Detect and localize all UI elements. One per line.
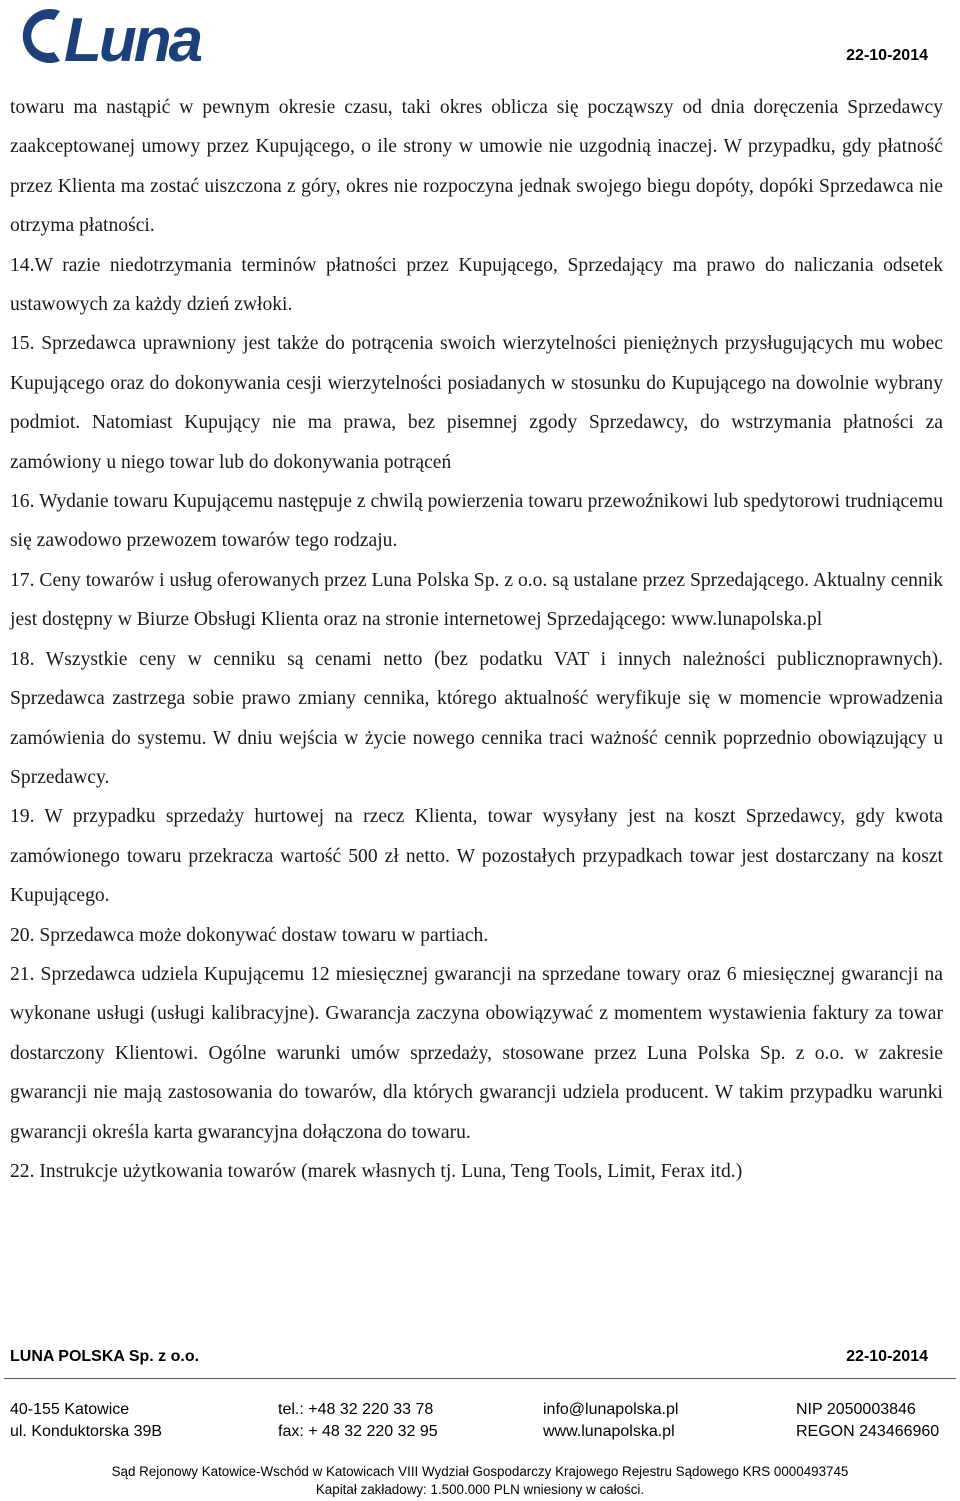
regon-number: REGON 243466960 [796, 1423, 940, 1440]
fax-number: fax: + 48 32 220 32 95 [278, 1423, 438, 1440]
paragraph-15: 15. Sprzedawca uprawniony jest także do potrącenia swoich wierzytelności pieniężnych przysługujących mu wobec Kupującego oraz do dokonywania cesji wierzytelności posiadanych w stosunku do Kupującego na dowolnie wybrany podmiot. Natomiast Kupujący nie ma prawa, bez pisemnej zgody Sprzedawcy, do wstrzymania płatności za zamówiony u niego towar lub do dokonywania potrąceń [10, 333, 943, 473]
nip-number: NIP 2050003846 [796, 1401, 916, 1418]
paragraph-17: 17. Ceny towarów i usług oferowanych przez Luna Polska Sp. z o.o. są ustalane przez Sprzedającego. Aktualny cennik jest dostępny w Biurze Obsługi Klienta oraz na stronie internetowej Sprzedającego: www.lunapolska.pl [10, 569, 943, 631]
footer-registry-info [0, 1463, 960, 1499]
footer-address [10, 1399, 162, 1443]
footer-date: 22-10-2014 [846, 1348, 928, 1365]
footer-contact [543, 1399, 678, 1443]
court-registry: Sąd Rejonowy Katowice-Wschód w Katowicach VIII Wydział Gospodarczy Krajowego Rejestru Sądowego KRS 0000493745 [111, 1464, 849, 1479]
luna-logo-image [8, 2, 238, 70]
footer-company-name: LUNA POLSKA Sp. z o.o. [10, 1348, 200, 1365]
phone-number: tel.: +48 32 220 33 78 [278, 1401, 434, 1418]
paragraph-continuation: towaru ma nastąpić w pewnym okresie czasu, taki okres oblicza się począwszy od dnia doręczenia Sprzedawcy zaakceptowanej umowy przez Kupującego, o ile strony w umowie nie uzgodnią inaczej. W przypadku, gdy płatność przez Klienta ma zostać uiszczona z góry, okres nie rozpoczyna jednak swojego biegu dopóty, dopóki Sprzedawca nie otrzyma płatności. [10, 97, 943, 237]
luna-logo-text: Luna [64, 6, 201, 70]
footer-divider [4, 1378, 956, 1379]
paragraph-21: 21. Sprzedawca udziela Kupującemu 12 miesięcznej gwarancji na sprzedane towary oraz 6 miesięcznej gwarancji na wykonane usługi (usługi kalibracyjne). Gwarancja zaczyna obowiązywać z momentem wystawienia faktury za towar dostarczony Klientowi. Ogólne warunki umów sprzedaży, stosowane przez Luna Polska Sp. z o.o. w zakresie gwarancji nie mają zastosowania do towarów, dla których gwarancji udziela producent. W takim przypadku warunki gwarancji określa karta gwarancyjna dołączona do towaru. [10, 963, 943, 1143]
document-body [10, 88, 943, 1191]
paragraph-14: 14.W razie niedotrzymania terminów płatności przez Kupującego, Sprzedający ma prawo do naliczania odsetek ustawowych za każdy dzień zwłoki. [10, 254, 943, 316]
luna-logo [8, 2, 238, 75]
page-header [0, 0, 960, 80]
paragraph-20: 20. Sprzedawca może dokonywać dostaw towaru w partiach. [10, 924, 489, 946]
paragraph-16: 16. Wydanie towaru Kupującemu następuje z chwilą powierzenia towaru przewoźnikowi lub spedytorowi trudniącemu się zawodowo przewozem towarów tego rodzaju. [10, 491, 943, 552]
address-street: ul. Konduktorska 39B [10, 1423, 163, 1440]
paragraph-18: 18. Wszystkie ceny w cenniku są cenami netto (bez podatku VAT i innych należności publicznoprawnych). Sprzedawca zastrzega sobie prawo zmiany cennika, którego aktualność weryfikuje się w momencie wprowadzenia zamówienia do systemu. W dniu wejścia w życie nowego cennika traci ważność cennik poprzednio obowiązujący u Sprzedawcy. [10, 648, 943, 788]
address-city: 40-155 Katowice [10, 1401, 130, 1418]
paragraph-19: 19. W przypadku sprzedaży hurtowej na rzecz Klienta, towar wysyłany jest na koszt Sprzedawcy, gdy kwota zamówionego towaru przekracza wartość 500 zł netto. W pozostałych przypadkach towar jest dostarczany na koszt Kupującego. [10, 806, 943, 907]
footer-tax-ids [796, 1399, 939, 1443]
share-capital: Kapitał zakładowy: 1.500.000 PLN wniesiony w całości. [315, 1482, 645, 1497]
paragraph-22: 22. Instrukcje użytkowania towarów (marek własnych tj. Luna, Teng Tools, Limit, Ferax itd.) [10, 1160, 743, 1182]
website-link[interactable]: www.lunapolska.pl [543, 1423, 675, 1440]
email-link[interactable]: info@lunapolska.pl [543, 1401, 679, 1418]
footer-phones [278, 1399, 438, 1443]
header-date: 22-10-2014 [846, 47, 928, 64]
